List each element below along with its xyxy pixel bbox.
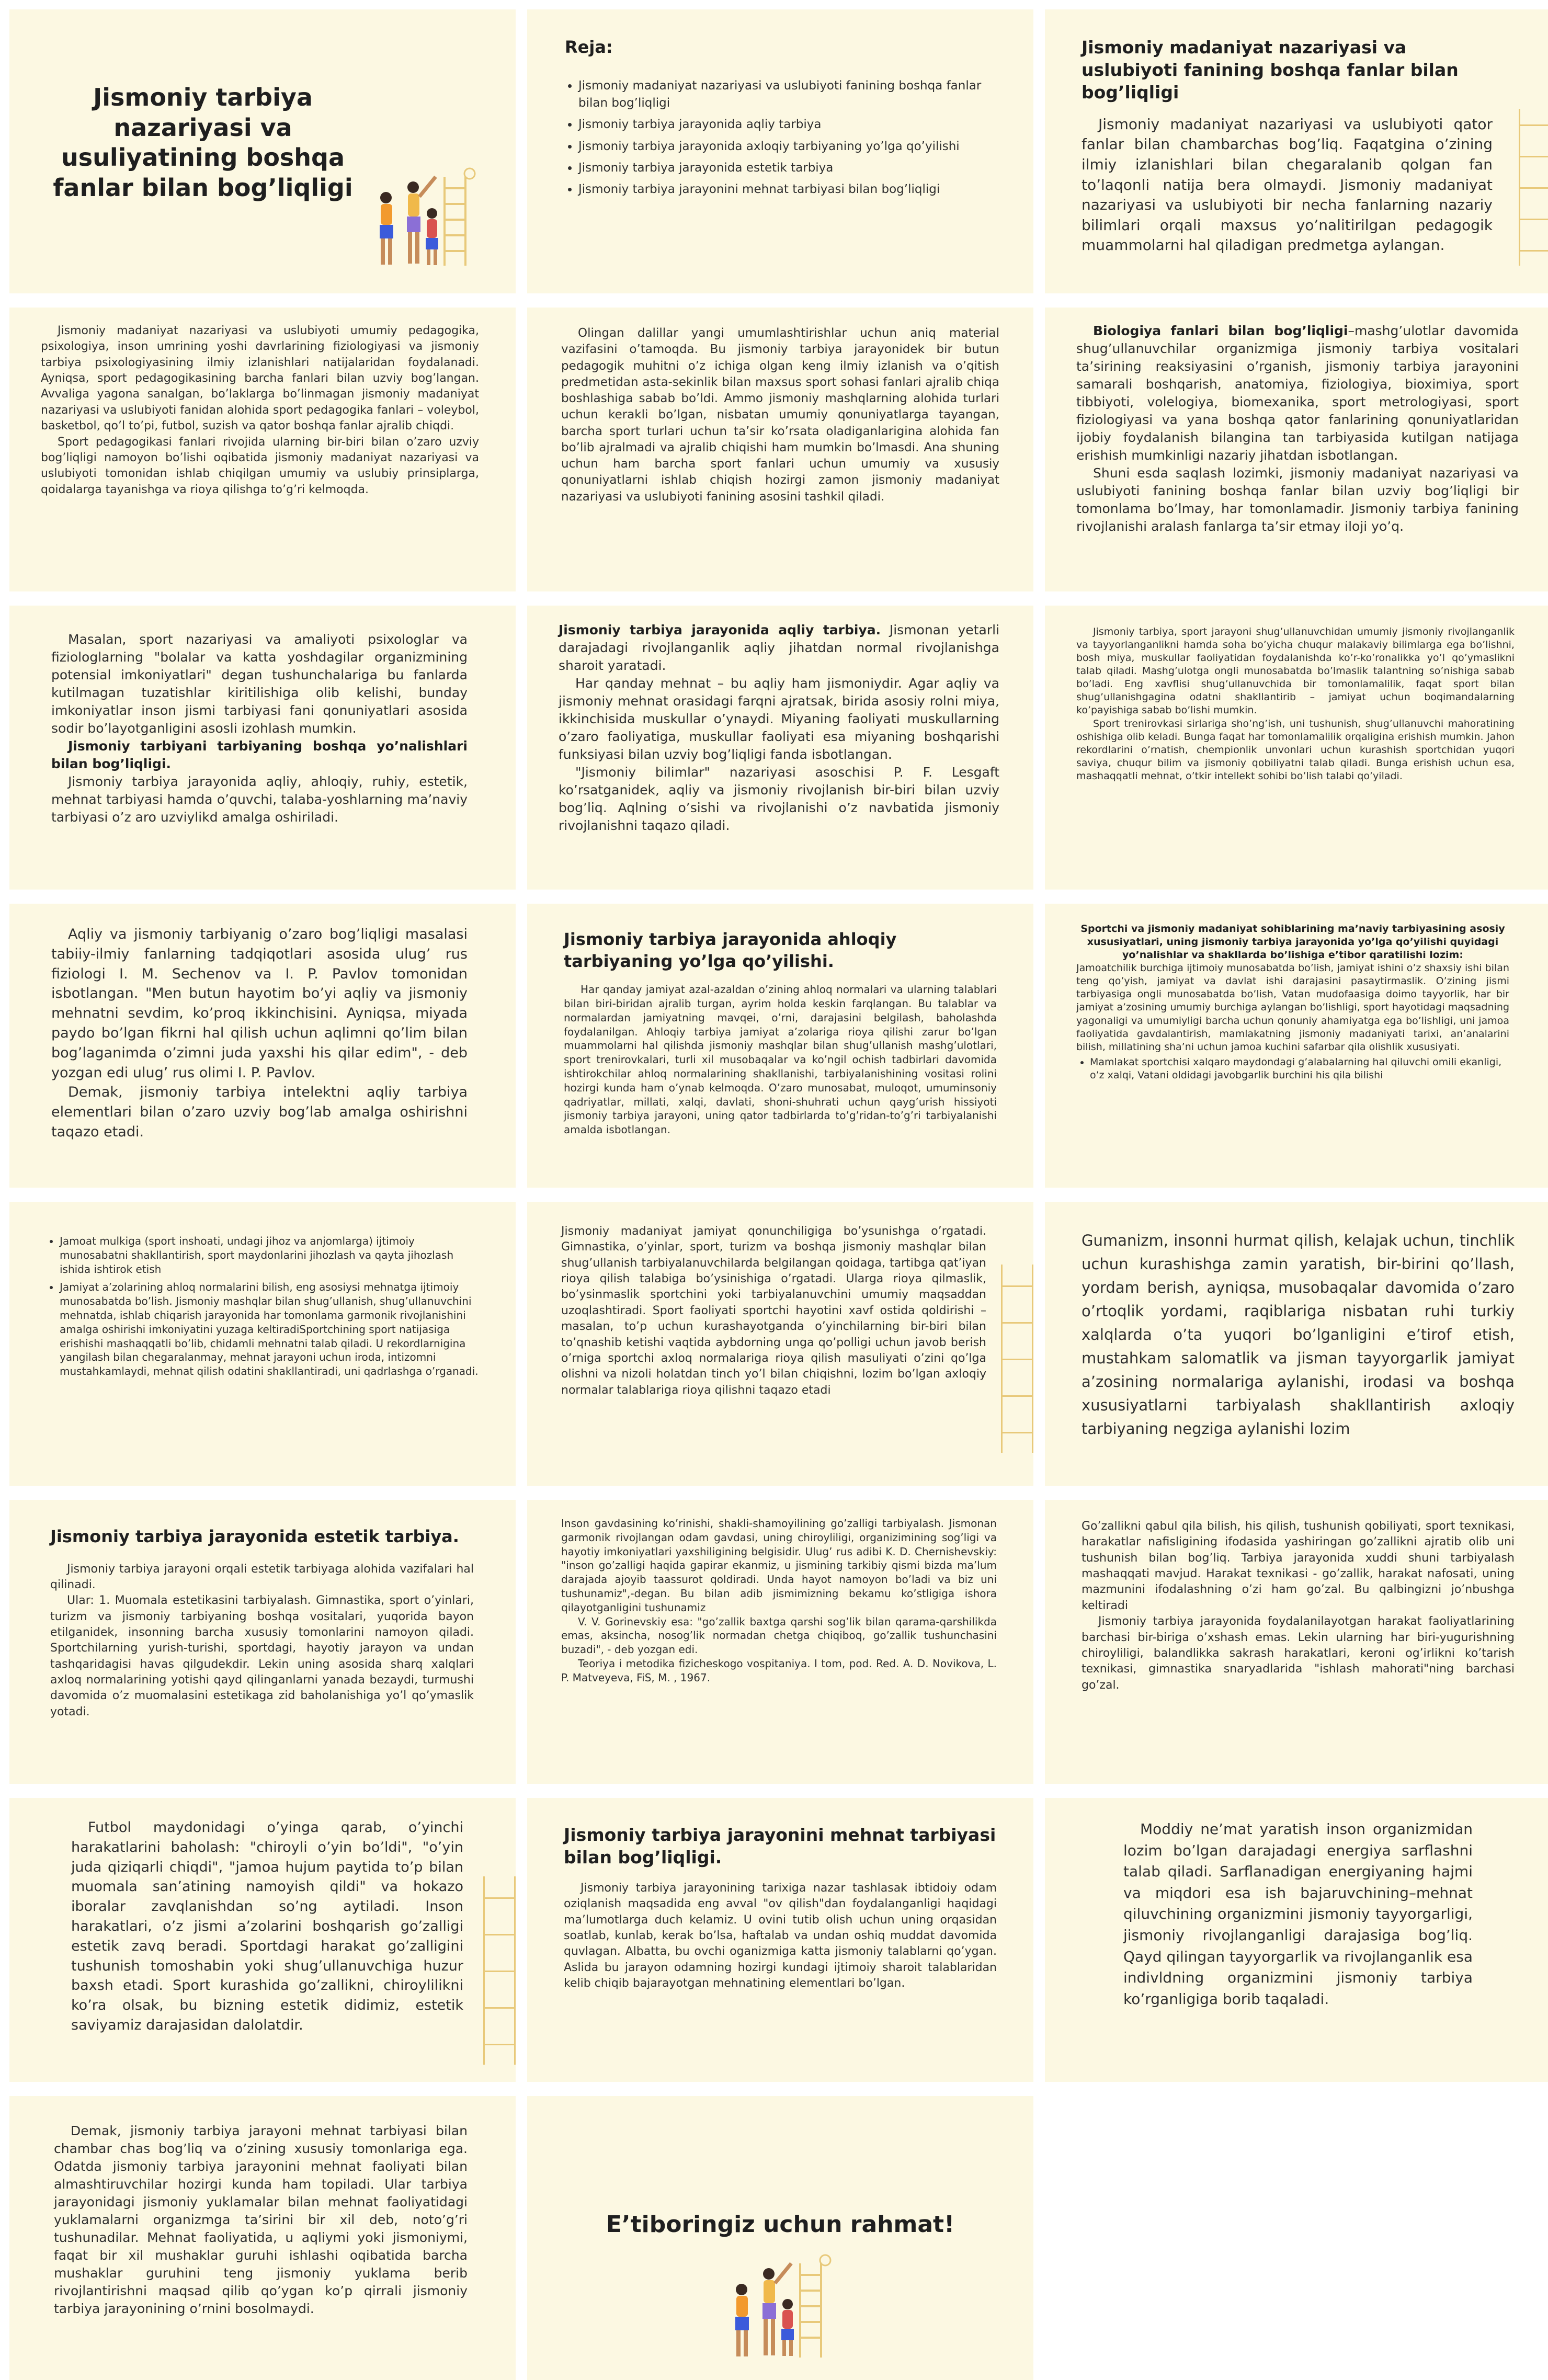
slide-directions[interactable] (9, 606, 516, 890)
plan-list (565, 77, 992, 199)
paragraph: Futbol maydonidagi o’yinga qarab, o’yinchi harakatlarini baholash: "chiroyli o’yin bo’ldi", "o’yin juda qiziqarli chiqdi", "jamoa hujum paytida to’p bilan muomala san’atining namoyish qildi" va hokazo iboralar zavqlanishdan so’ng aytiladi. Inson harakatlari, o’z jismi a’zolarini boshqarish go’zalligi estetik zavq beradi. Sportdagi harakat go’zalligini tushunish tomoshabin yoki shug’ullanuvchiga huzur baxsh etadi. Sport kurashida go’zallikni, chiroylilikni ko’ra olsak, bu bizning estetik didimiz, estetik saviyamiz darajasidan dalolatdir. (71, 1819, 463, 2033)
slide-spiritual-education[interactable] (1045, 904, 1548, 1188)
slide-plan[interactable] (527, 9, 1033, 293)
paragraph: Jismonan yetarli darajadagi rivojlanganlik aqliy jihatdan normal rivojlanishga sharoit yaratadi. (559, 622, 999, 673)
paragraph: Olingan dalillar yangi umumlashtirishlar uchun aniq material vazifasini o’tamoqda. Bu jismoniy tarbiya jarayonidek bir butun pedagogik muhitni o’z ichiga olgan keng ilmiy izlanish va o’qitish predmetidan asta-sekinlik bilan maxsus sport sohasi fanlari ajralib chiqa boshlashiga sabab bo’ldi. Ammo jismoniy mashqlarning alohida turlari uchun kerakli bo’lgan, nisbatan umumiy qonuniyatlarga tayangan, barcha sport turlari uchun ta’sir ko’rsata oladiganlarigina alohida fan bo’lib ajralmadi va ajralib chiqishi ham mumkin bo’lmasdi. Ana shuning uchun ham barcha sport fanlari uchun umumiy va xususiy qonuniyatlarni ishlab chiqish hozirgi zamon jismoniy madaniyat nazariyasi va uslubiyoti fanining asosini tashkil qiladi. (561, 326, 999, 504)
paragraph: Jismoniy tarbiya, sport jarayoni shug’ullanuvchidan umumiy jismoniy rivojlanganlik va tayyorlanganlikni hamda soha bo’yicha chuqur malakaviy bilimlarga ega bo’lishni, bosh miya, muskullar faoliyatidan foydalanishda ko’r-ko’ronalikka yo’l qo’ymaslikni talab qiladi. Mashg’ulotga ongli munosabatda bo’lmaslik talantning so’nishiga sabab bo’ladi. Eng xavflisi shug’ullanuvchida bir tomonlamalilik, faqat sport bilan shug’ullanishgagina odatni shakllantirib – jamiyat uchun boqimandalarning ko’payishiga sabab bo’lishi mumkin. (1076, 626, 1515, 716)
plan-item: • Jismoniy tarbiya jarayonida aqliy tarbiya (578, 116, 992, 133)
slide-football[interactable] (9, 1798, 516, 2082)
slide-heading: Jismoniy tarbiya jarayonini mehnat tarbiyasi bilan bog’liqligi. (564, 1825, 996, 1867)
paragraph: Inson gavdasining ko’rinishi, shakli-shamoyilining go’zalligi tarbiyalash. Jismonan garmonik rivojlangan odam gavdasi, uning chiroyliligi, organizimining sog’ligi va hayotiy imkoniyatlari yaxshiligining belgisidir. Ulug’ rus adibi K. D. Chernishevskiy: "inson go’zalligi haqida gapirar ekanmiz, u jismining tarkibiy qismi bizda ma’lum darajada ajoyib taassurot qoldiradi. Unda hayot namoyon bo’ladi va biz uni tushunamiz",-degan. Bu bilan adib jismimizning bekamu ko’stligiga ishora qilayotganligini tushunamiz (561, 1517, 997, 1614)
paragraph: Jismoniy madaniyat nazariyasi va uslubiyoti qator fanlar bilan chambarchas bog’liq. Faqatgina o’zining ilmiy izlanishlari bilan chegaralanib qolgan fan to’laqonli natija bera olmaydi. Jismoniy madaniyat nazariyasi va uslubiyoti bir necha fanlarning nazariy bilimlari orqali maxsus yo’nalitirilgan pedagogik muammolarni hal qiladigan predmetga aylangan. (1082, 115, 1493, 254)
paragraph: Shuni esda saqlash lozimki, jismoniy madaniyat nazariyasi va uslubiyoti fanining boshqa fanlar bilan uzviy bog’liqligi bir tomonlama bo’lmay, har tomonlamadir. Jismoniy tarbiya fanining rivojlanishi aralash fanlarga ta’sir etmay iloji yo’q. (1076, 465, 1519, 534)
paragraph: Jismoniy tarbiya jarayonida aqliy, ahloqiy, ruhiy, estetik, mehnat tarbiyasi hamda o’quvchi, talaba-yoshlarning ma’naviy tarbiyasi o’z aro uzviylikd amalga oshiriladi. (51, 774, 468, 825)
lead-text: Biologiya fanlari bilan bog’liqligi (1093, 323, 1348, 338)
paragraph: Masalan, sport nazariyasi va amaliyoti psixologlar va fiziologlarning "bolalar va katta yoshdagilar organizmining potensial imkoniyatlari" degan tushunchalariga bu fanlarda kutilmagan tuzatishlar kiritilishiga olib kelishi, bunday imkoniyatlar inson jismi tarbiyasi fani qonuniyatlari asosida sodir bo’layotganligini asosli izohlash mumkin. (51, 632, 468, 736)
slide-moral-education[interactable] (527, 904, 1033, 1188)
paragraph: Jismoniy madaniyat nazariyasi va uslubiyoti umumiy pedagogika, psixologiya, inson umrining yoshi davrlarining fiziologiyasi va jismoniy tarbiya psixologiyasining ilmiy izlanishlari natijalaridan foydalanadi. Ayniqsa, sport pedagogikasining barcha fanlari bilan uzviy bog’langan. Avvaliga yagona sanalgan, bo’laklarga bo’linmagan jismoniy madaniyat nazariyasi va uslubiyoti fanidan alohida sport pedagogika fanlari – voleybol, basketbol, qo’l to’pi, futbol, suzish va qator boshqa fanlar ajralib chiqdi. (41, 324, 479, 433)
paragraph: Har qanday jamiyat azal-azaldan o’zining ahloq normalari va ularning talablari bilan biri-biridan ajralib turgan, ayrim holda keskin farqlangan. Bu talablar va normalardan jamiyatning mavqei, o’rni, darajasini belgilash, baholashda foydalanilgan. Ahloqiy tarbiya jamiyat a’zolariga rioya qilishi zarur bo’lgan muammolarni hal qilishda jismoniy mashqlar bilan shug’ullanish mashg’ulotlari, sport trenirovkalari, turli xil musobaqalar va ko’ngil ochish tadbirlari davomida ishtirokchilar ahloq normalarining shakllanishi, tarbiyalanishining vositasi rolini hozirgi kunda ham o’ynab kelmoqda. O’zaro munosabat, muloqot, umuminsoniy qadriyatlar, millati, xalqi, davlati, shoni-shuhrati uchun qayg’urish hissiyoti jismoniy tarbiya jarayoni, uning qator tadbirlarda to’g’ridan-to’g’ri tarbiyalanishi amalda isbotlangan. (564, 983, 997, 1136)
slide-sport-process[interactable] (1045, 606, 1548, 890)
paragraph: Demak, jismoniy tarbiya intelektni aqliy tarbiya elementlari bilan o’zaro uzviy bog’lab amalga oshirishni taqazo etadi. (51, 1084, 468, 1140)
plan-item: • Jismoniy tarbiya jarayonini mehnat tarbiyasi bilan bog’liqligi (578, 181, 992, 198)
paragraph: Jismoniy tarbiya jarayonida foydalanilayotgan harakat faoliyatlarining barchasi bir-biriga o’xshash emas. Lekin ularning har biri-yugurishning chiroyliligi, balandlikka sakrash harakatlari, keroni og’irlikni ko’tarish texnikasi, gimnastika snaryadlarida "ishlash mahorati"ning barchasi go’zal. (1082, 1615, 1515, 1692)
slide-heading: Jismoniy madaniyat nazariyasi va uslubiyoti fanining boshqa fanlar bilan bog’liqligi (1082, 37, 1459, 103)
slide-beauty-perception[interactable] (1045, 1500, 1548, 1784)
athletes-illustration (365, 166, 485, 276)
slide-pedagogy[interactable] (9, 308, 516, 591)
slide-pavlov[interactable] (9, 904, 516, 1188)
paragraph: "Jismoniy bilimlar" nazariyasi asoschisi P. F. Lesgaft ko’rsatganidek, aqliy va jismoniy rivojlanish bir-biri bilan uzviy bog’liq. Aqlning o’sishi va rivojlanishi o’z navbatida jismoniy rivojlanishni taqazo qiladi. (559, 765, 999, 833)
reference: Teoriya i metodika fizicheskogo vospitaniya. I tom, pod. Red. A. D. Novikova, L. P. Matveyeva, FiS, M. , 1967. (561, 1657, 997, 1684)
slide-public-property[interactable] (9, 1202, 516, 1486)
paragraph: –mashg’ulotlar davomida shug’ullanuvchilar organizmiga jismoniy tarbiya vositalari ta’sirining reaksiyasini o’rganish, jismoniy tarbiya jarayonini samarali boshqarish, anatomiya, fiziologiya, bioximiya, sport tibbiyoti, volelogiya, biomexanika, sport metrologiyasi, sport fiziologiyasi va yana boshqa qator fanlarining qonuniyatlaridan ijobiy foydalanish bilangina tan tarbiyasida kutilgan natijaga erishish mumkinligi nazariy jihatdan isbotlangan. (1076, 323, 1519, 463)
slide-title[interactable] (9, 9, 516, 293)
paragraph: Demak, jismoniy tarbiya jarayoni mehnat tarbiyasi bilan chambar chas bog’liq va o’zining xususiy tomonlariga ega. Odatda jismoniy tarbiya jarayonini mehnat faoliyati bilan almashtiruvchilar hozirgi kunda ham topiladi. Ular tarbiya jarayonidagi jismoniy yuklamalar bilan mehnat faoliyatidagi yuklamalarni organizmga ta’sirini bir xil deb, noto’g’ri tushunadilar. Mehnat faoliyatida, u aqliymi yoki jismoniymi, faqat bir xil mushaklar guruhi ishlashi oqibatida barcha mushaklar guruhini teng jismoniy yuklama berib rivojlantirishni maqsad qilib qo’ygan ko’p qirrali jismoniy tarbiya jarayonining o’rnini bosolmaydi. (54, 2123, 468, 2316)
paragraph: Sport trenirovkasi sirlariga sho’ng’ish, uni tushunish, shug’ullanuvchi mahoratining oshishiga olib keladi. Bunga faqat har tomonlamalilik orqaligina erishish mumkin. Jahon rekordlarini o’rnatish, chempionlik unvonlari uchun kurashish sportchidan yuqori saviya, chuqur bilim va jismoniy qobiliyatni talab qiladi. Bunga erishish uchun esa, mashaqqatli mehnat, o’tkir intellekt sohibi bo’lish talabi qo’yiladi. (1076, 718, 1515, 782)
slide-conclusion[interactable] (9, 2096, 516, 2380)
lead-text: Sportchi va jismoniy madaniyat sohiblarining ma’naviy tarbiyasining asosiy xususiyatlari, uning jismoniy tarbiya jarayonida yo’lga qo’yilishi quyidagi yo’nalishlar va shakllarda bo’lishiga e’tibor qaratilishi lozim: (1080, 923, 1505, 961)
ladder-decoration (1519, 109, 1548, 266)
paragraph: Jamoatchilik burchiga ijtimoiy munosabatda bo’lish, jamiyat ishini o’z shaxsiy ishi bilan teng qo’yish, jamiyat va davlat ishi darajasini pasaytirmaslik. O’zining jismi tarbiyasiga ongli munosabatda bo’lish, Vatan mudofaasiga doimo tayyorlik, har bir jamiyat a’zosining umumiy burchiga aylangan bo’lishligi, sport hayotidagi maqsadning yagonaligi va umumiyligi barcha uchun qonuniy ahamiyatga ega bo’lishligi, uni jamoa faoliyatida gavdalantirish, mamlakatning jismoniy madaniyati tarixi, an’analarini bilish, millatining sha’ni uchun jamoa kuchini safarbar qila olishlik xususiyati. (1076, 962, 1509, 1053)
paragraph: Sport pedagogikasi fanlari rivojida ularning bir-biri bilan o’zaro uzviy bog’liqligi namoyon bo’lishi oqibatida jismoniy madaniyat nazariyasi va uslubiyoti tomonidan ishlab chiqilgan umumiy va uslubiy prinsiplarga, qoidalarga tayanishga va rioya qilishga to’g’ri kelmoqda. (41, 435, 479, 496)
slide-thanks[interactable] (527, 2096, 1033, 2380)
slide-body-beauty[interactable] (527, 1500, 1033, 1784)
list-item: • Jamoat mulkiga (sport inshoati, undagi jihoz va anjomlarga) ijtimoiy munosabatni shakllantirish, sport maydonlarini jihozlash va qayta jihozlash ishida ishtirok etish (60, 1234, 479, 1276)
paragraph: Jismoniy tarbiya jarayoni orqali estetik tarbiyaga alohida vazifalari hal qilinadi. (50, 1562, 474, 1591)
presentation-title: Jismoniy tarbiya nazariyasi va usuliyatining boshqa fanlar bilan bog’liqligi (53, 83, 353, 202)
slide-humanism[interactable] (1045, 1202, 1548, 1486)
slide-labor-education[interactable] (527, 1798, 1033, 2082)
paragraph: Go’zallikni qabul qila bilish, his qilish, tushunish qobiliyati, sport texnikasi, harakatlar nafisligining ifodasida yashiringan go’zallikni ajratib olib uni tushunish bilan bog’liq. Tarbiya jarayonida xuddi shuni tarbiyalash mashaqqati mavjud. Harakat texnikasi - go’zallik, harakat nafosati, uning mazmunini ifodalashning o’zi ham go’zal. Bu qalbingizni jo’nbushga keltiradi (1082, 1520, 1515, 1612)
thanks-title: E’tiboringiz uchun rahmat! (606, 2211, 955, 2238)
slide-biology[interactable] (1045, 308, 1548, 591)
plan-item: • Jismoniy madaniyat nazariyasi va uslubiyoti fanining boshqa fanlar bilan bog’liqligi (578, 77, 992, 112)
paragraph: V. V. Gorinevskiy esa: "go’zallik baxtga qarshi sog’lik bilan qarama-qarshilikda emas, aksincha, nosog’lik normadan chetga chiqiboq, go’zallik tushunchasini buzadi", - deb yozgan edi. (561, 1615, 997, 1656)
slide-sport-sciences[interactable] (527, 308, 1033, 591)
list-item: • Mamlakat sportchisi xalqaro maydondagi g’alabalarning hal qiluvchi omili ekanligi, o’z xalqi, Vatani oldidagi javobgarlik burchini his qila bilishi (1090, 1056, 1509, 1082)
slide-heading: Jismoniy tarbiya jarayonida estetik tarbiya. (50, 1527, 459, 1546)
paragraph: Jismoniy tarbiya jarayonining tarixiga nazar tashlasak ibtidoiy odam oziqlanish maqsadida eng avval "ov qilish"dan foydalanganligi haqidagi ma’lumotlarga duch kelamiz. U ovini tutib olish uchun uning orqasidan soatlab, kunlab, kerak bo’lsa, haftalab va undan oshiq muddat davomida quvlagan. Albatta, bu ovchi oganizmiga katta jismoniy talablarni qo’ygan. Aslida bu jarayon odamning hozirgi kundagi ijtimoiy sharoit talablaridan kelib chiqib bajarayotgan mehnatining elementlari bo’lgan. (564, 1881, 997, 1990)
plan-heading: Reja: (565, 37, 613, 57)
slide-interdisciplinary[interactable] (1045, 9, 1548, 293)
paragraph: Gumanizm, insonni hurmat qilish, kelajak uchun, tinchlik uchun kurashishga zamin yaratish, bir-birini qo’llash, yordam berish, ayniqsa, musobaqalar davomida o’zaro o’rtoqlik yordami, raqiblariga nisbatan ruhi turkiy xalqlarda o’ta yuqori bo’lganligini e’tirof etish, mustahkam salomatlik va jisman tayyorgarlik jamiyat a’zosining normalariga aylanishi, irodasi va boshqa xususiyatlarni tarbiyalash shakllantirish axloqiy tarbiyaning negziga aylanishi lozim (1082, 1232, 1515, 1438)
paragraph: Jismoniy madaniyat jamiyat qonunchiligiga bo’ysunishga o’rgatadi. Gimnastika, o’yinlar, sport, turizm va boshqa jismoniy mashqlar bilan shug’ullanish tarbiyalanuvchilarda belgilangan qoidaga, tartibga qat’iyan rioya qilish talabiga bo’ysinishiga o’rgatadi. Ularga rioya qilmaslik, bo’ysinmaslik sportchini yoki tarbiyalanuvchini umumiy maqsaddan uzoqlashtiradi. Sport faoliyati sportchi hayotini xavf ostida qoldirishi – masalan, to’p uchun kurashayotganda o’yinchilarning bir-biri bilan to’qnashib ketishi vaqtida aybdorning unga qo’polligi uchun javob berish o’rniga sportchi axloq normalariga rioya qilish masuliyati o’zini qo’lga olishni va nizoli holatdan tinch yo’l bilan chiqishni, lozim bo’lgan axloqiy normalar talablariga rioya qilishni taqazo etadi (561, 1225, 986, 1397)
plan-item: • Jismoniy tarbiya jarayonida axloqiy tarbiyaning yo’lga qo’yilishi (578, 138, 992, 155)
paragraph: Har qanday mehnat – bu aqliy ham jismoniydir. Agar aqliy va jismoniy mehnat orasidagi farqni ajratsak, birida asosiy rolni miya, ikkinchisida muskullar o’ynaydi. Miyaning faoliyati muskullarning o’zaro faoliyatiga, muskullar faoliyati esa miyaning boshqarishi funksiyasi bilan uzviy bog’liqligi fanda isbotlangan. (559, 676, 999, 762)
slide-mental-education[interactable] (527, 606, 1033, 890)
slide-discipline[interactable] (527, 1202, 1033, 1486)
athletes-illustration (721, 2253, 841, 2368)
bullet-list (1076, 1056, 1509, 1082)
slide-energy[interactable] (1045, 1798, 1548, 2082)
ladder-decoration (1001, 1265, 1033, 1453)
paragraph: Ular: 1. Muomala estetikasini tarbiyalash. Gimnastika, sport o’yinlari, turizm va jismoniy tarbiyaning boshqa vositalari, yuqorida bayon etilganidek, insonning barcha xususiy tomonlarini namoyon qiladi. Sportchilarning yurish-turishi, sportdagi, hayotiy jarayon va undan tashqaridagisi havas qilgudekdir. Lekin uning asosida sharq xalqlari axloq normalarining yotishi qayd qilinganlarni yanada bezaydi, turmushi davomida o’z muomalasini estetikaga zid baholanishiga yo’l qo’ymaslik yotadi. (50, 1594, 474, 1718)
bullet-list (46, 1234, 479, 1379)
paragraph: Aqliy va jismoniy tarbiyanig o’zaro bog’liqligi masalasi tabiiy-ilmiy fanlarning tadqiqotlari asosida ulug’ rus fiziologi I. M. Sechenov va I. P. Pavlov tomonidan isbotlangan. "Men butun hayotim bo’yi aqliy va jismoniy mehnatni sevdim, ko’proq ikkinchisini. Ayniqsa, miyada paydo bo’lgan fikrni hal qilish uchun aqlimni qo’lim bilan bog’laganimda o’zimni juda yaxshi his qilar edim", - deb yozgan edi ulug’ rus olimi I. P. Pavlov. (51, 926, 468, 1081)
lead-text: Jismoniy tarbiya jarayonida aqliy tarbiya. (559, 622, 881, 637)
subheading: Jismoniy tarbiyani tarbiyaning boshqa yo’nalishlari bilan bog’liqligi. (51, 738, 468, 771)
slide-aesthetic-education[interactable] (9, 1500, 516, 1784)
slide-heading: Jismoniy tarbiya jarayonida ahloqiy tarbiyaning yo’lga qo’yilishi. (564, 929, 897, 971)
paragraph: Moddiy ne’mat yaratish inson organizmidan lozim bo’lgan darajadagi energiya sarflashni talab qiladi. Sarflanadigan energiyaning hajmi va miqdori esa ish bajaruvchining–mehnat qiluvchining organizmini jismoniy tayyorgarligi, jismoniy rivojlanganligi darajasiga bog’liq. Qayd qilingan tayyorgarlik va rivojlanganlik esa indivldning organizmini jismoniy tarbiya ko’rganligiga borib taqaladi. (1123, 1820, 1473, 2008)
ladder-decoration (483, 1876, 516, 2065)
list-item: • Jamiyat a’zolarining ahloq normalarini bilish, eng asosiysi mehnatga ijtimoiy munosabatda bo’lish. Jismoniy mashqlar bilan shug’ullanish, shug’ullanuvchini mehnatda, ishlab chiqarish jarayonida har tomonlama garmonik rivojlanishini amalga oshirishi imkoniyatini yuzaga keltiradiSportchining sport natijasiga erishishi mashaqqatli bo’lib, chidamli mehnatni talab qiladi. U rekordlarnigina yangilash bilan chegaralanmay, mehnat jarayoni uchun iroda, intizomni mustahkamlaydi, mehnat qilish odatini shakllantiradi, uni qadrlashga o’rganadi. (60, 1280, 479, 1379)
plan-item: • Jismoniy tarbiya jarayonida estetik tarbiya (578, 160, 992, 177)
